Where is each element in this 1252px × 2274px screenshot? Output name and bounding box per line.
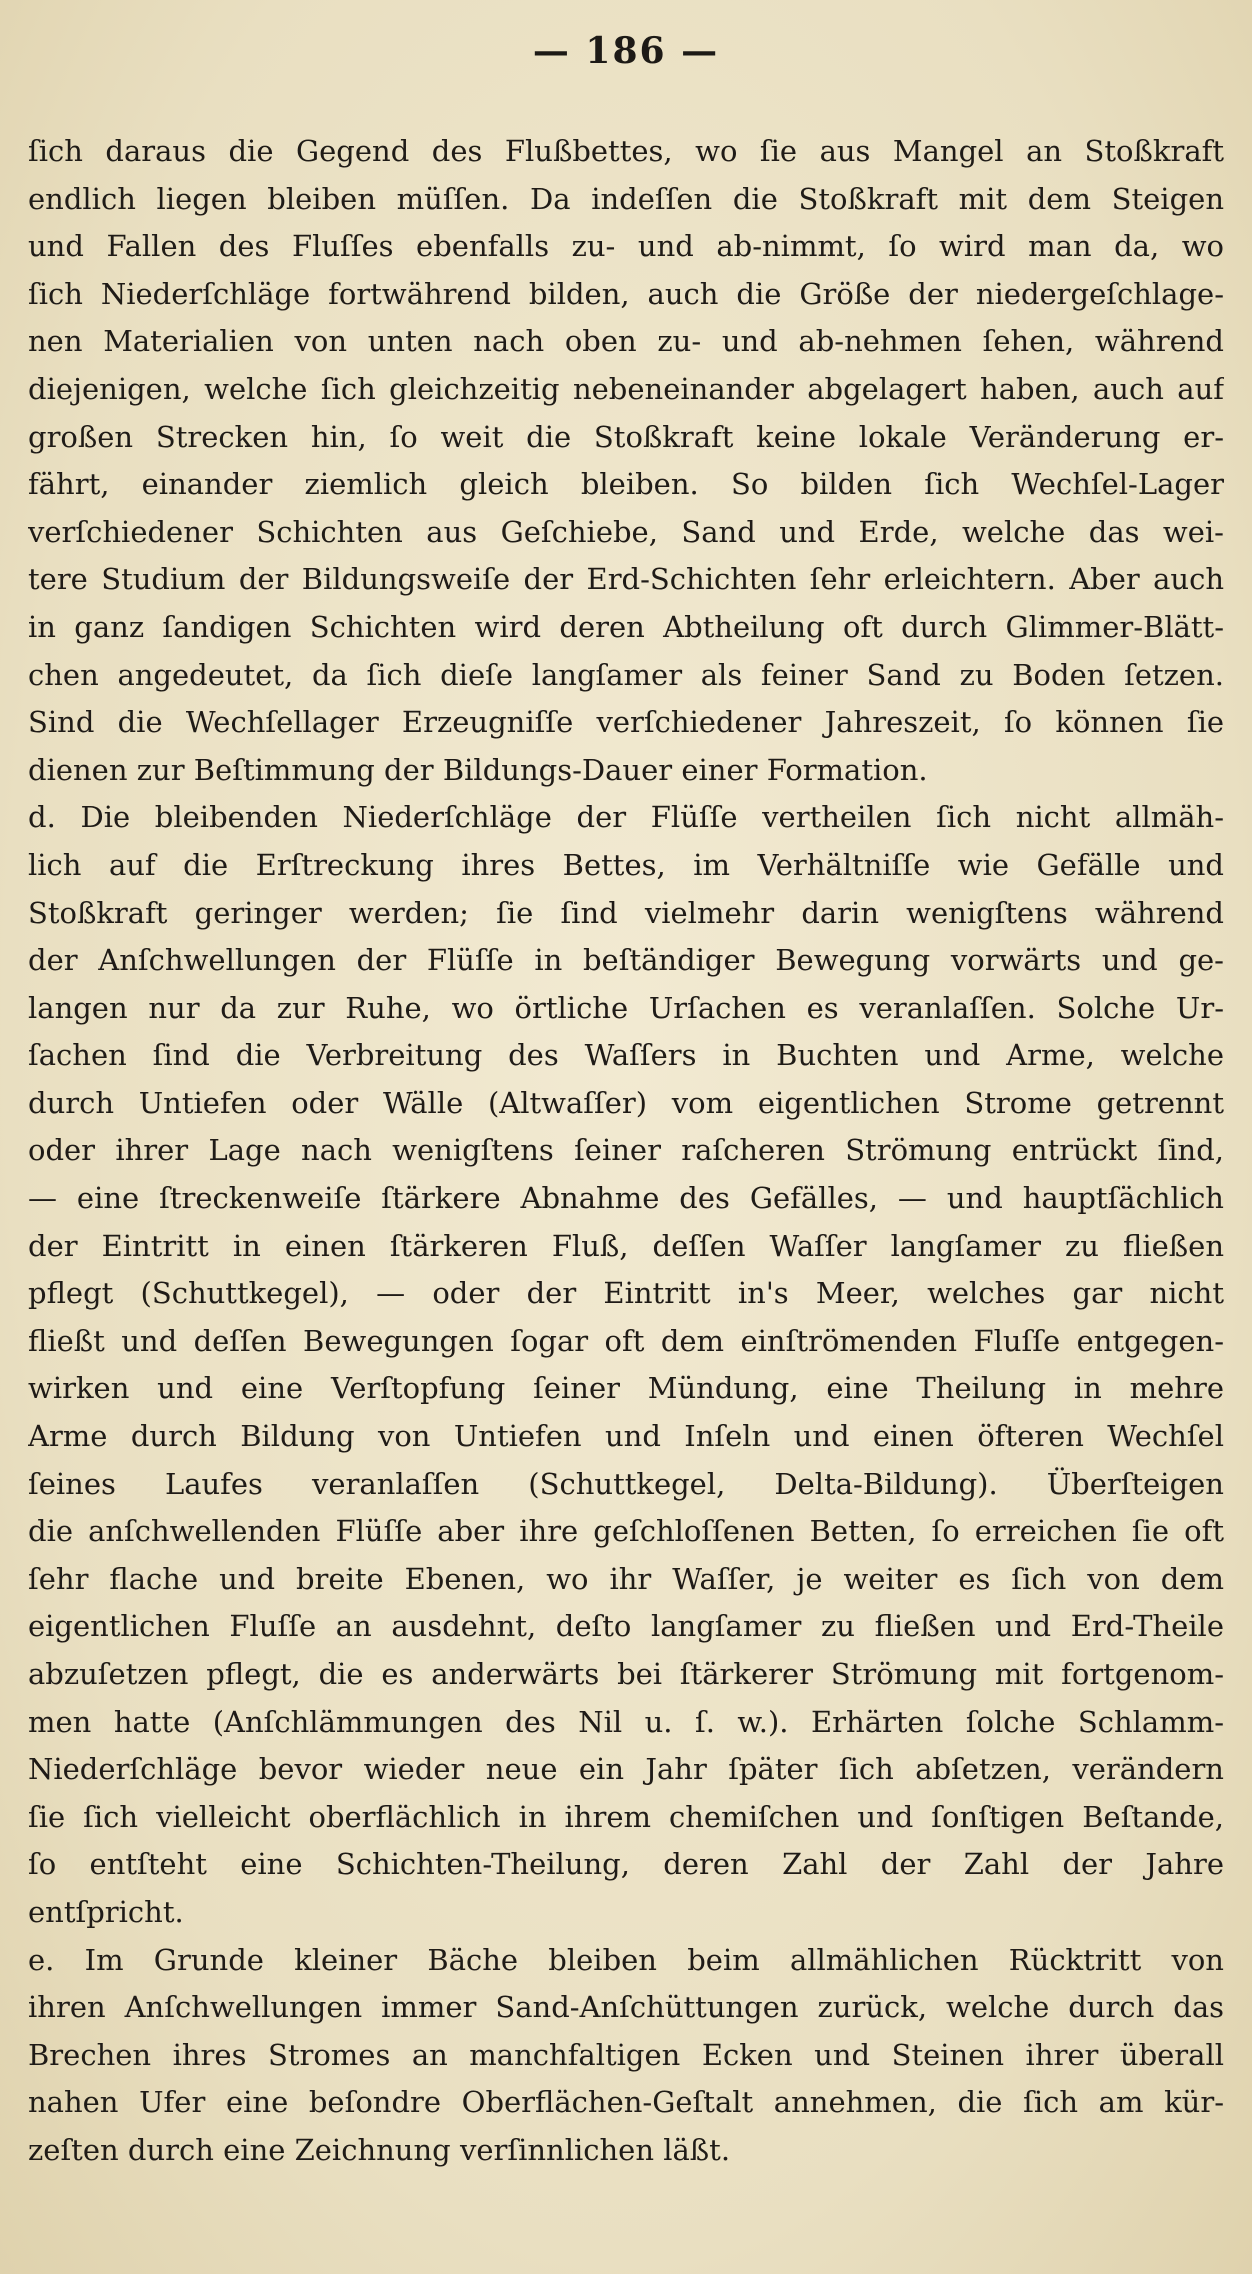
text-line: die anſchwellenden Flüſſe aber ihre geſchloſſenen Betten, ſo erreichen ſie oft [28,1514,1224,1549]
text-line: der Anſchwellungen der Flüſſe in beſtändiger Bewegung vorwärts und ge- [28,943,1224,978]
text-line: fährt, einander ziemlich gleich bleiben. So bilden ſich Wechſel-Lager [28,467,1224,502]
text-line: ſo entſteht eine Schichten-Theilung, deren Zahl der Zahl der Jahre [28,1847,1224,1882]
text-line: ſich daraus die Gegend des Flußbettes, wo ſie aus Mangel an Stoßkraft [28,134,1224,168]
text-line: Niederſchläge bevor wieder neue ein Jahr ſpäter ſich abſetzen, verändern [28,1752,1224,1787]
text-line: chen angedeutet, da ſich dieſe langſamer als feiner Sand zu Boden ſetzen. [28,657,1224,692]
text-line: — eine ſtreckenweiſe ſtärkere Abnahme des Gefälles, — und hauptſächlich [28,1181,1224,1216]
text-line: fließt und deſſen Bewegungen ſogar oft dem einſtrömenden Fluſſe entgegen- [28,1323,1224,1358]
text-line: ſeines Laufes veranlaſſen (Schuttkegel, Delta-Bildung). Überſteigen [28,1466,1224,1501]
text-line: ſich Niederſchläge fortwährend bilden, auch die Größe der niedergeſchlage- [28,276,1224,311]
text-line: Brechen ihres Stromes an manchfaltigen Ecken und Steinen ihrer überall [28,2037,1224,2072]
page-number: — 186 — [532,30,720,72]
text-line: zeſten durch eine Zeichnung verſinnlichen läßt. [28,2132,731,2167]
text-line: ſachen ſind die Verbreitung des Waſſers in Buchten und Arme, welche [28,1038,1224,1073]
text-line: in ganz ſandigen Schichten wird deren Abtheilung oft durch Glimmer-Blätt- [28,609,1224,644]
text-line: nahen Ufer eine beſondre Oberflächen-Geſtalt annehmen, die ſich am kür- [28,2085,1224,2120]
text-line: e. Im Grunde kleiner Bäche bleiben beim allmählichen Rücktritt von [28,1942,1224,1977]
text-line: wirken und eine Verſtopfung ſeiner Mündung, eine Theilung in mehre [28,1371,1224,1406]
text-line: und Fallen des Fluſſes ebenfalls zu- und ab-nimmt, ſo wird man da, wo [28,229,1224,264]
text-line: durch Untiefen oder Wälle (Altwaſſer) vom eigentlichen Strome getrennt [28,1085,1224,1120]
text-line: lich auf die Erſtreckung ihres Bettes, im Verhältniſſe wie Gefälle und [28,847,1224,882]
text-line: nen Materialien von unten nach oben zu- und ab-nehmen ſehen, während [28,324,1224,359]
text-line: men hatte (Anſchlämmungen des Nil u. ſ. w.). Erhärten ſolche Schlamm- [28,1704,1224,1739]
text-line: Stoßkraft geringer werden; ſie ſind vielmehr darin wenigſtens während [28,895,1224,930]
text-line: verſchiedener Schichten aus Geſchiebe, Sand und Erde, welche das wei- [28,514,1224,549]
text-line: Arme durch Bildung von Untiefen und Inſeln und einen öfteren Wechſel [28,1419,1224,1454]
text-line: d. Die bleibenden Niederſchläge der Flüſſe vertheilen ſich nicht allmäh- [28,800,1224,835]
book-page [28,0,1224,2274]
text-line: dienen zur Beſtimmung der Bildungs-Dauer einer Formation. [28,752,928,787]
text-line: ſehr flache und breite Ebenen, wo ihr Waſſer, je weiter es ſich von dem [28,1561,1224,1596]
text-line: Sind die Wechſellager Erzeugniſſe verſchiedener Jahreszeit, ſo können ſie [28,705,1224,740]
text-line: ſie ſich vielleicht oberflächlich in ihrem chemiſchen und ſonſtigen Beſtande, [28,1799,1224,1834]
text-line: großen Strecken hin, ſo weit die Stoßkraft keine lokale Veränderung er- [28,419,1224,454]
text-line: tere Studium der Bildungsweiſe der Erd-Schichten ſehr erleichtern. Aber auch [28,562,1224,597]
text-line: pflegt (Schuttkegel), — oder der Eintritt in's Meer, welches gar nicht [28,1276,1224,1311]
text-line: eigentlichen Fluſſe an ausdehnt, deſto langſamer zu fließen und Erd-Theile [28,1609,1224,1644]
text-line: diejenigen, welche ſich gleichzeitig nebeneinander abgelagert haben, auch auf [28,371,1224,406]
text-line: der Eintritt in einen ſtärkeren Fluß, deſſen Waſſer langſamer zu fließen [28,1228,1224,1263]
text-line: ihren Anſchwellungen immer Sand-Anſchüttungen zurück, welche durch das [28,1990,1224,2025]
text-line: endlich liegen bleiben müſſen. Da indeſſen die Stoßkraft mit dem Steigen [28,181,1224,216]
text-line: langen nur da zur Ruhe, wo örtliche Urſachen es veranlaſſen. Solche Ur- [28,990,1224,1025]
text-line: entſpricht. [28,1894,184,1929]
body-text [28,128,1224,2175]
text-line: abzuſetzen pflegt, die es anderwärts bei ſtärkerer Strömung mit fortgenom- [28,1657,1224,1691]
text-line: oder ihrer Lage nach wenigſtens ſeiner raſcheren Strömung entrückt ſind, [28,1133,1224,1168]
